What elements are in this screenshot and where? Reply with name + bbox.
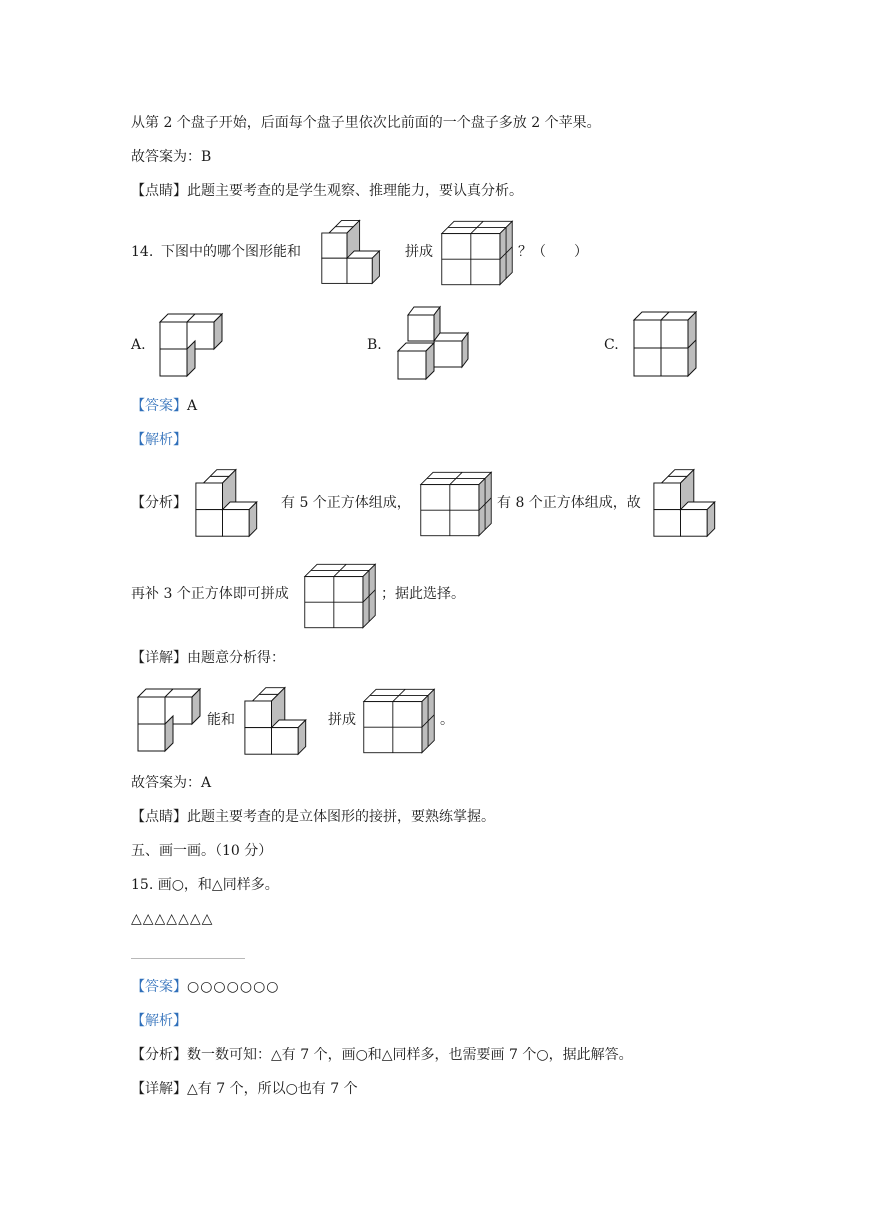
q14-number: 14. bbox=[131, 244, 154, 260]
section-5-title: 五、画一画。（10 分） bbox=[131, 843, 273, 859]
fenxi-text-c: 再补 3 个正方体即可拼成 bbox=[131, 586, 289, 602]
q15-fenxi-line bbox=[131, 1045, 633, 1065]
text-line-2: 故答案为：B bbox=[131, 149, 212, 165]
option-b-figure-icon bbox=[396, 305, 470, 381]
dianjing-tag: 【点睛】 bbox=[131, 183, 187, 199]
answer-value: A bbox=[187, 398, 198, 414]
text-line-3 bbox=[131, 181, 523, 201]
q15-answer-line bbox=[131, 977, 280, 997]
analysis-figure-8b-icon bbox=[303, 558, 377, 634]
equation-figure-8-icon bbox=[362, 683, 436, 759]
figure-8-cubes-icon bbox=[440, 216, 514, 290]
q15-xiangjie-line bbox=[131, 1079, 358, 1099]
fenxi-text-a: 有 5 个正方体组成， bbox=[281, 495, 411, 511]
equation-and: 能和 bbox=[207, 712, 235, 728]
analysis-figure-5b-icon bbox=[652, 464, 728, 540]
q15-analysis-tag: 【解析】 bbox=[131, 1013, 187, 1029]
option-c-label: C. bbox=[604, 337, 619, 353]
dianjing-tag-2: 【点睛】 bbox=[131, 809, 187, 825]
option-c-figure-icon bbox=[632, 310, 698, 378]
analysis-figure-5-icon bbox=[194, 464, 270, 540]
q15-answer-tag: 【答案】 bbox=[131, 979, 187, 995]
answer-blank-line bbox=[131, 958, 245, 959]
q15-xiangjie-tag: 【详解】 bbox=[131, 1081, 187, 1097]
q15-fenxi-text: 数一数可知：△有 7 个，画○和△同样多，也需要画 7 个○，据此解答。 bbox=[187, 1047, 633, 1063]
equation-make: 拼成 bbox=[328, 712, 356, 728]
option-a-label: A. bbox=[131, 337, 146, 353]
option-a-figure-icon bbox=[158, 312, 224, 378]
q15-answer-value: ○○○○○○○ bbox=[187, 979, 280, 995]
text-line-1: 从第 2 个盘子开始，后面每个盘子里依次比前面的一个盘子多放 2 个苹果。 bbox=[131, 115, 601, 131]
conclusion-line: 故答案为：A bbox=[131, 775, 212, 791]
q15-fenxi-tag: 【分析】 bbox=[131, 1047, 187, 1063]
q14-text-b: 拼成 bbox=[405, 244, 433, 260]
equation-figure-5-icon bbox=[243, 682, 319, 758]
fenxi-text-d: ；据此选择。 bbox=[381, 586, 465, 602]
option-b-label: B. bbox=[367, 337, 382, 353]
answer-tag: 【答案】 bbox=[131, 398, 187, 414]
q15-text: 15. 画○，和△同样多。 bbox=[131, 877, 279, 893]
equation-figure-a-icon bbox=[136, 687, 202, 753]
xiangjie-line bbox=[131, 648, 285, 668]
q14-text-c: ？（ ） bbox=[518, 244, 588, 260]
figure-5-cubes-icon bbox=[320, 214, 392, 288]
fenxi-text-b: 有 8 个正方体组成，故 bbox=[497, 495, 641, 511]
q14-text-a: 下图中的哪个图形能和 bbox=[161, 244, 301, 260]
q15-xiangjie-text: △有 7 个，所以○也有 7 个 bbox=[187, 1081, 358, 1097]
xiangjie-text: 由题意分析得： bbox=[187, 650, 285, 666]
analysis-figure-8-icon bbox=[419, 466, 493, 542]
xiangjie-tag: 【详解】 bbox=[131, 650, 187, 666]
dianjing-line-2 bbox=[131, 807, 495, 827]
analysis-tag: 【解析】 bbox=[131, 432, 187, 448]
equation-end: 。 bbox=[440, 712, 454, 728]
q15-triangles: △△△△△△△ bbox=[131, 911, 214, 927]
dianjing-text: 此题主要考查的是学生观察、推理能力，要认真分析。 bbox=[187, 183, 523, 199]
fenxi-tag: 【分析】 bbox=[131, 495, 187, 511]
dianjing-text-2: 此题主要考查的是立体图形的接拼，要熟练掌握。 bbox=[187, 809, 495, 825]
answer-line bbox=[131, 396, 197, 416]
